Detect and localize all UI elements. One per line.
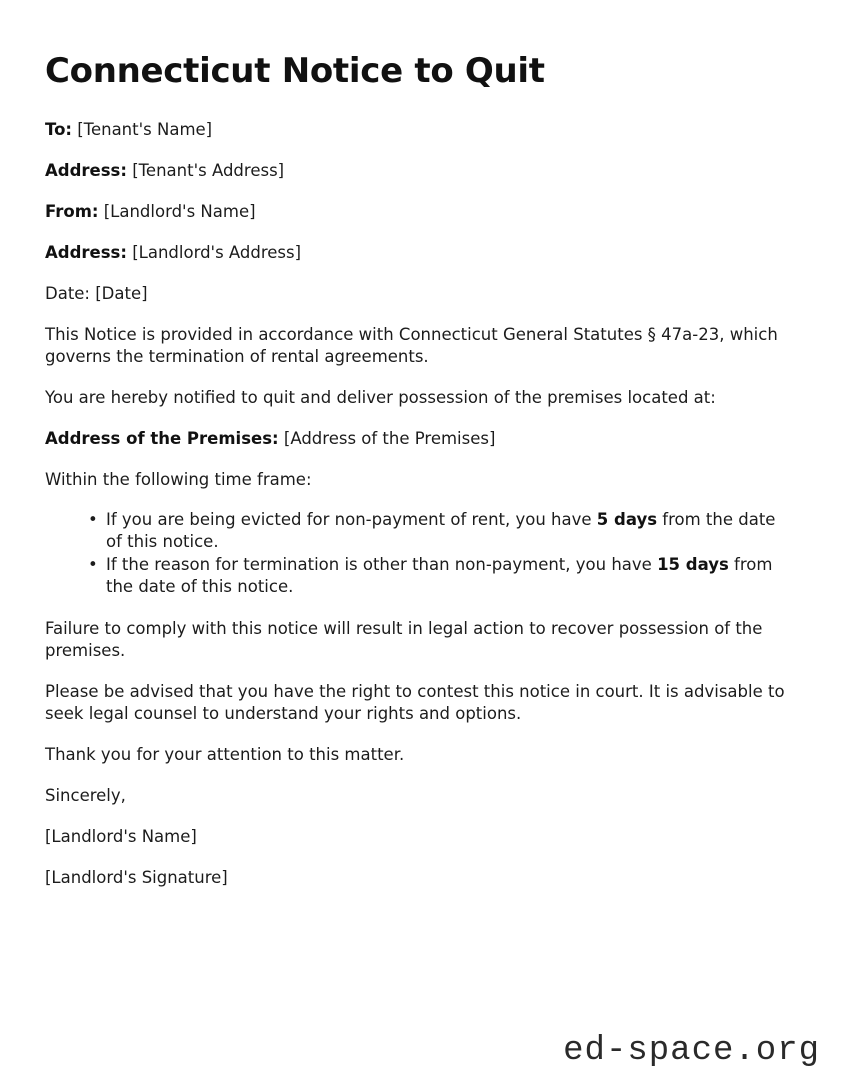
timeframe-emphasis: 15 days — [657, 555, 729, 575]
document-content — [45, 52, 793, 908]
landlord-address-value: [Landlord's Address] — [132, 242, 302, 262]
timeframe-text-before: If the reason for termination is other than non-payment, you have — [106, 555, 658, 575]
timeframe-intro: Within the following time frame: — [45, 469, 312, 489]
signature-line: [Landlord's Signature] — [45, 867, 228, 887]
notification-paragraph: You are hereby notified to quit and deliver possession of the premises located at: — [45, 387, 716, 407]
timeframe-emphasis: 5 days — [596, 510, 658, 530]
advisory-paragraph: Please be advised that you have the right to contest this notice in court. It is advisable to seek legal counsel to understand your rights and options. — [45, 682, 785, 724]
bullet-icon: • — [88, 510, 98, 530]
timeframe-text-before: If you are being evicted for non-payment of rent, you have — [106, 510, 597, 530]
signature-name: [Landlord's Name] — [45, 826, 197, 846]
to-label: To: — [45, 120, 72, 140]
closing-salutation: Sincerely, — [45, 785, 126, 805]
recipient-address-line — [45, 160, 793, 182]
tenant-address-label: Address: — [45, 161, 127, 181]
thanks-paragraph: Thank you for your attention to this matter. — [45, 744, 405, 764]
list-item — [88, 554, 793, 598]
premises-value: [Address of the Premises] — [283, 428, 496, 448]
list-item — [88, 509, 793, 553]
to-value: [Tenant's Name] — [77, 120, 213, 140]
tenant-address-value: [Tenant's Address] — [132, 161, 285, 181]
failure-paragraph: Failure to comply with this notice will result in legal action to recover possession of the premises. — [45, 619, 763, 661]
from-value: [Landlord's Name] — [103, 201, 256, 221]
timeframe-text-after: from the date of this notice. — [106, 510, 776, 552]
timeframe-list — [45, 509, 793, 598]
premises-label: Address of the Premises: — [45, 428, 279, 448]
date-line: Date: [Date] — [45, 283, 148, 303]
site-watermark: ed-space.org — [563, 1032, 820, 1070]
page-title: Connecticut Notice to Quit — [45, 51, 545, 91]
premises-address-line — [45, 428, 793, 450]
sender-name-line — [45, 201, 793, 223]
statute-paragraph: This Notice is provided in accordance with Connecticut General Statutes § 47a-23, which governs the termination of rental agreements. — [45, 324, 778, 366]
recipient-name-line — [45, 119, 793, 141]
from-label: From: — [45, 201, 99, 221]
timeframe-text-after: from the date of this notice. — [106, 555, 773, 597]
bullet-icon: • — [88, 555, 98, 575]
landlord-address-label: Address: — [45, 242, 127, 262]
sender-address-line — [45, 242, 793, 264]
